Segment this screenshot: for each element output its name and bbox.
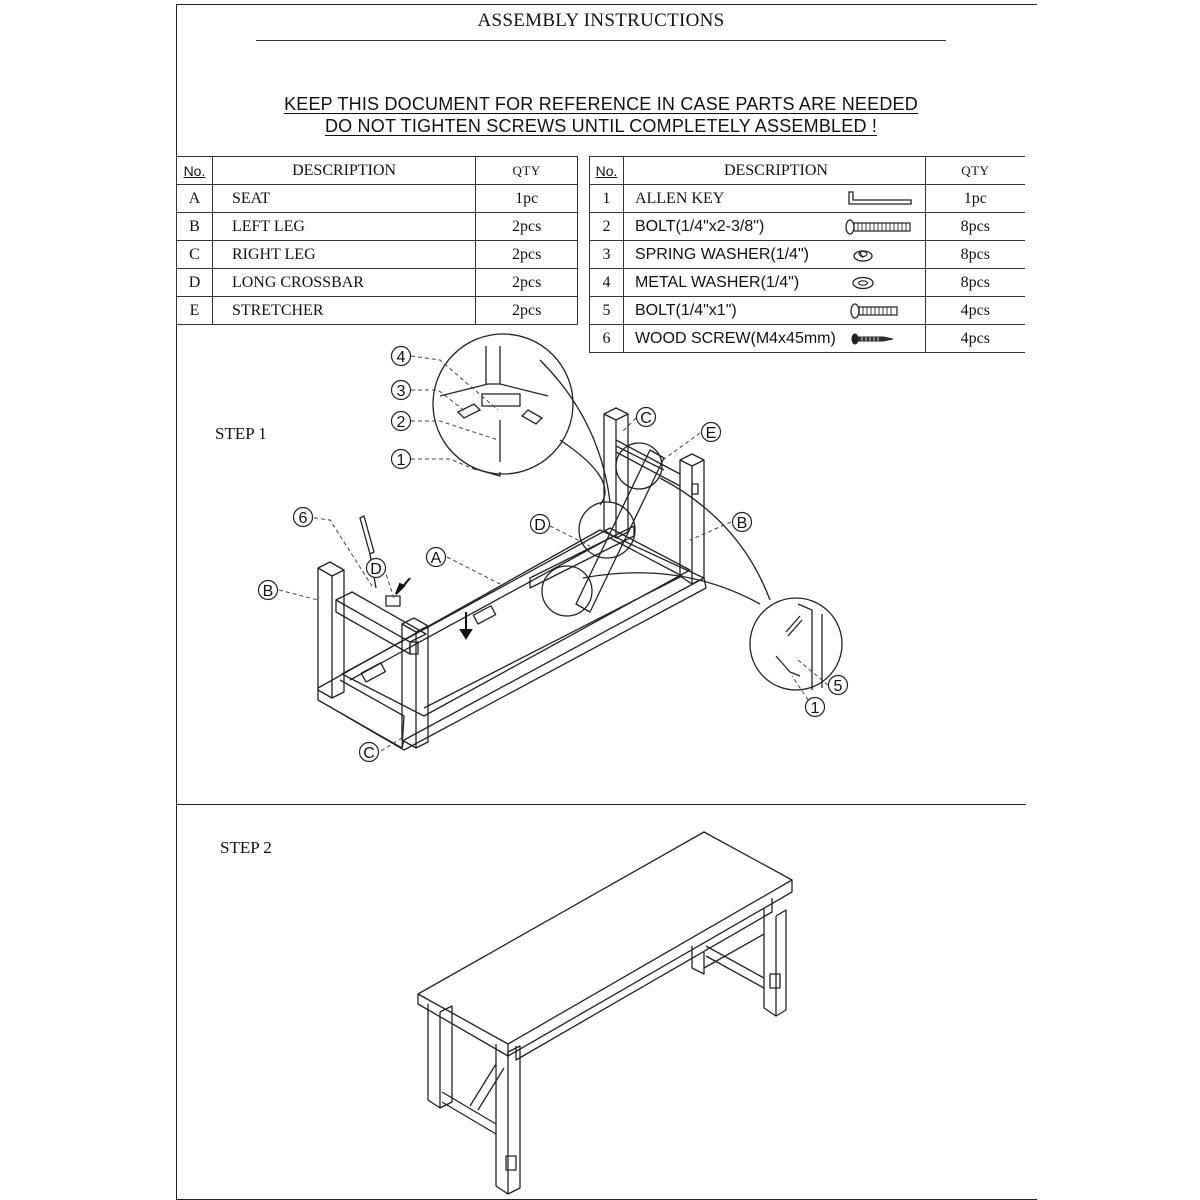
part-description: STRETCHER <box>212 297 475 325</box>
hardware-no: 6 <box>590 325 624 353</box>
detail-circle-right <box>750 598 842 690</box>
notice-keep-document: KEEP THIS DOCUMENT FOR REFERENCE IN CASE PARTS ARE NEEDED <box>284 94 918 114</box>
part-description: LONG CROSSBAR <box>212 269 475 297</box>
col-description-header: DESCRIPTION <box>212 157 475 185</box>
part-no: C <box>177 241 213 269</box>
callout-2-label: 2 <box>396 414 406 431</box>
part-no: A <box>177 185 213 213</box>
part-description: RIGHT LEG <box>212 241 475 269</box>
hardware-qty: 4pcs <box>925 297 1025 325</box>
callout-3-label: 3 <box>396 383 406 400</box>
callout-c-bottom-label: C <box>363 745 375 762</box>
hardware-no: 5 <box>590 297 624 325</box>
callout-c-top-label: C <box>640 410 652 427</box>
col-qty-header: QTY <box>925 157 1025 185</box>
hardware-no: 2 <box>590 213 624 241</box>
part-qty: 1pc <box>476 185 578 213</box>
part-no: B <box>177 213 213 241</box>
part-qty: 2pcs <box>476 269 578 297</box>
col-description-header: DESCRIPTION <box>623 157 925 185</box>
col-qty-header: QTY <box>476 157 578 185</box>
hardware-qty: 8pcs <box>925 213 1025 241</box>
hardware-description: BOLT(1/4"x1") <box>634 301 737 319</box>
callout-1b-label: 1 <box>810 700 820 717</box>
seat-outline <box>318 578 706 750</box>
notice-do-not-tighten: DO NOT TIGHTEN SCREWS UNTIL COMPLETELY ASSEMBLED ! <box>324 116 878 136</box>
part-qty: 2pcs <box>476 241 578 269</box>
callout-b-left-label: B <box>262 583 274 600</box>
col-no-header: No. <box>590 157 624 185</box>
callout-a-label: A <box>430 550 442 567</box>
hardware-description: METAL WASHER(1/4") <box>634 273 800 291</box>
left-leg-back <box>318 568 332 698</box>
hardware-description: ALLEN KEY <box>634 189 725 207</box>
callout-4-label: 4 <box>396 349 406 366</box>
hardware-no: 3 <box>590 241 624 269</box>
stretcher <box>576 450 664 612</box>
hardware-no: 4 <box>590 269 624 297</box>
hardware-no: 1 <box>590 185 624 213</box>
callout-1a-label: 1 <box>396 452 406 469</box>
callout-b-right-label: B <box>736 515 748 532</box>
part-description: SEAT <box>212 185 475 213</box>
part-description: LEFT LEG <box>212 213 475 241</box>
part-no: E <box>177 297 213 325</box>
hardware-qty: 1pc <box>925 185 1025 213</box>
part-qty: 2pcs <box>476 213 578 241</box>
callout-d-right-label: D <box>534 517 546 534</box>
hardware-description: BOLT(1/4"x2-3/8") <box>634 217 765 235</box>
assembled-bench-illustration <box>418 832 792 1194</box>
seat-apron-frame <box>342 528 690 716</box>
hardware-description: WOOD SCREW(M4x45mm) <box>634 329 836 347</box>
document-title: ASSEMBLY INSTRUCTIONS <box>477 10 725 31</box>
part-qty: 2pcs <box>476 297 578 325</box>
hardware-qty: 8pcs <box>925 241 1025 269</box>
detail-circle-top <box>433 334 573 474</box>
long-crossbar-front <box>336 600 410 654</box>
hardware-description: SPRING WASHER(1/4") <box>634 245 809 263</box>
step-2-label: STEP 2 <box>220 838 272 857</box>
col-no-header: No. <box>177 157 213 185</box>
hardware-qty: 8pcs <box>925 269 1025 297</box>
hardware-qty: 4pcs <box>925 325 1025 353</box>
part-no: D <box>177 269 213 297</box>
callout-d-left-label: D <box>370 561 382 578</box>
callout-e-label: E <box>705 425 717 442</box>
callout-5-label: 5 <box>833 678 843 695</box>
step-1-label: STEP 1 <box>215 424 267 443</box>
callout-6-label: 6 <box>298 510 308 527</box>
